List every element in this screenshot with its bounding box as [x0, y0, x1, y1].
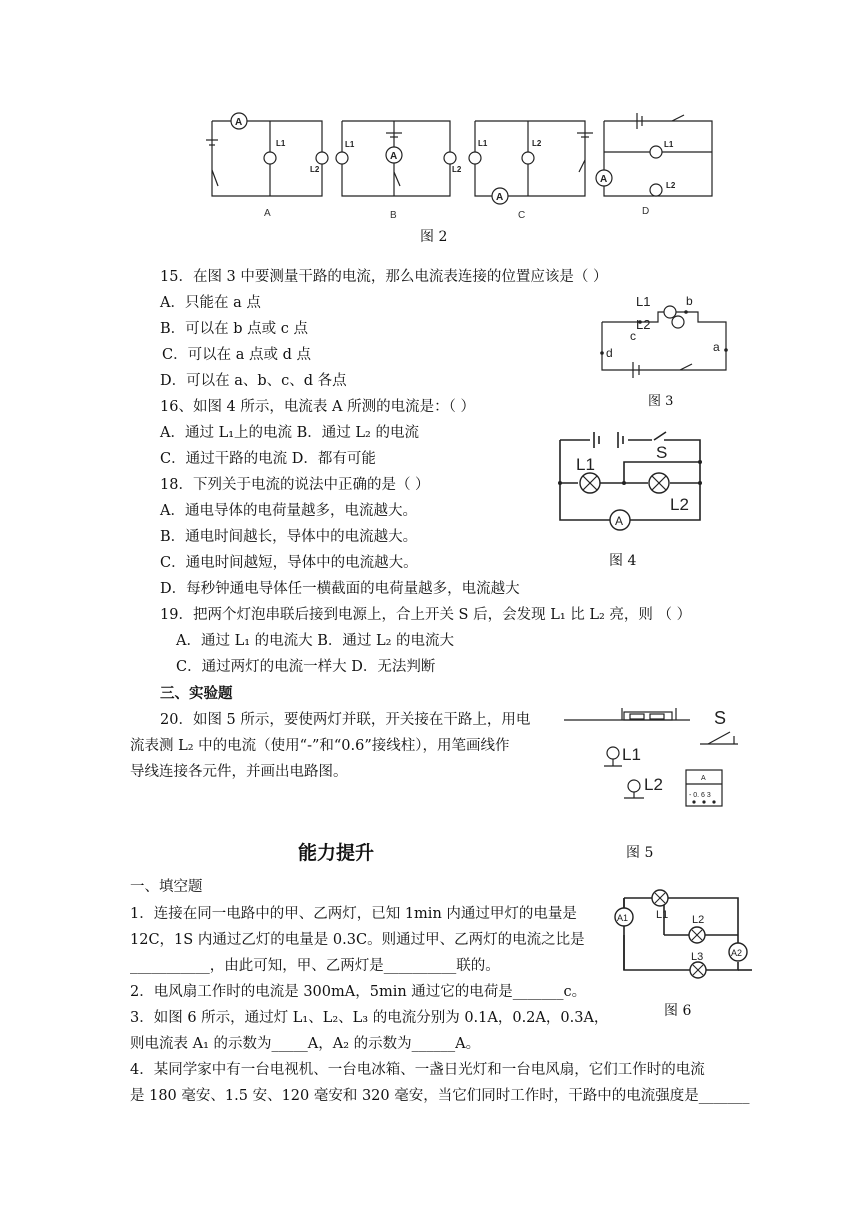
q16-options-cd: C．通过干路的电流 D．都有可能	[160, 451, 376, 467]
q20-line-1: 20．如图 5 所示，要使两灯并联，开关接在干路上，用电	[160, 712, 531, 728]
fig2-b-l2: L2	[452, 165, 462, 174]
fig2-b-l1: L1	[345, 140, 355, 149]
fig2-d-ammeter-label: A	[600, 174, 608, 185]
fig5-ammeter-label: A	[701, 775, 706, 782]
fig2-label-d: D	[642, 206, 650, 217]
p4-line-1: 4．某同学家中有一台电视机、一台电冰箱、一盏日光灯和一台电风扇，它们工作时的电流	[130, 1062, 705, 1078]
fig5-lamp-l2: L2	[644, 775, 663, 794]
fig2-label-c: C	[518, 210, 526, 221]
p1-line-3: ___________，由此可知，甲、乙两灯是__________联的。	[130, 958, 500, 974]
q15-option-d: D．可以在 a、b、c、d 各点	[160, 373, 347, 389]
fig4-l1: L1	[576, 455, 595, 474]
q16-options-ab: A．通过 L₁上的电流 B．通过 L₂ 的电流	[160, 425, 419, 441]
fig6-ammeter-a2: A2	[731, 948, 743, 958]
fig6-l1: L1	[656, 909, 669, 921]
fig2-b-ammeter-label: A	[390, 151, 398, 162]
ability-section-title: 能力提升	[298, 842, 375, 864]
q18-option-c: C．通电时间越短，导体中的电流越大。	[160, 555, 418, 571]
p3-line-2: 则电流表 A₁ 的示数为_____A，A₂ 的示数为______A。	[130, 1036, 481, 1052]
p3-line-1: 3．如图 6 所示，通过灯 L₁、L₂、L₃ 的电流分别为 0.1A，0.2A，0.3A，	[130, 1010, 609, 1026]
fig5-lamp-l1: L1	[622, 745, 641, 764]
fig6-l2: L2	[692, 914, 705, 926]
q16-stem: 16、如图 4 所示，电流表 A 所测的电流是：（ ）	[160, 399, 475, 415]
fig6-l3: L3	[691, 951, 704, 963]
fig6-ammeter-a1: A1	[617, 913, 629, 923]
fig3-point-c: c	[630, 329, 636, 343]
fig3-l1: L1	[636, 294, 651, 309]
fig4-ammeter-label: A	[615, 514, 624, 528]
fill-in-heading: 一、填空题	[130, 879, 203, 895]
fig2-label-a: A	[264, 208, 271, 219]
q20-line-2: 流表测 L₂ 中的电流（使用“-”和“0.6”接线柱），用笔画线作	[130, 738, 510, 754]
p1-line-2: 12C，1S 内通过乙灯的电量是 0.3C。则通过甲、乙两灯的电流之比是	[130, 932, 585, 948]
fig3-point-b: b	[686, 294, 693, 308]
fig3-l2: L2	[636, 317, 651, 332]
fig3-point-a: a	[713, 340, 720, 354]
q19-options-cd: C．通过两灯的电流一样大 D．无法判断	[176, 659, 436, 675]
p1-line-1: 1．连接在同一电路中的甲、乙两灯，已知 1min 内通过甲灯的电量是	[130, 906, 577, 922]
fig2-c-l2: L2	[532, 139, 542, 148]
p4-line-2: 是 180 毫安、1.5 安、120 毫安和 320 毫安，当它们同时工作时，干路中的电流强度是_______	[130, 1088, 750, 1104]
fig5-ammeter-scale: - 0. 6 3	[689, 792, 711, 799]
q18-option-a: A．通电导体的电荷量越多，电流越大。	[160, 503, 417, 519]
figure-3-caption: 图 3	[648, 394, 674, 409]
q15-option-c: C．可以在 a 点或 d 点	[162, 347, 311, 363]
q15-option-a: A．只能在 a 点	[160, 295, 261, 311]
fig2-d-l2: L2	[666, 181, 676, 190]
fig2-d-l1: L1	[664, 140, 674, 149]
p2-text: 2．电风扇工作时的电流是 300mA，5min 通过它的电荷是_______c。	[130, 984, 587, 1000]
fig3-point-d: d	[606, 346, 613, 360]
fig2-a-ammeter-label: A	[235, 117, 243, 128]
q18-option-d: D．每秒钟通电导体任一横截面的电荷量越多，电流越大	[160, 581, 520, 597]
figure-2-caption: 图 2	[420, 229, 448, 245]
q15-option-b: B．可以在 b 点或 c 点	[160, 321, 308, 337]
q20-line-3: 导线连接各元件，并画出电路图。	[130, 764, 348, 780]
figure-6-caption: 图 6	[664, 1003, 692, 1019]
figure-4-caption: 图 4	[609, 553, 637, 569]
fig2-a-l1: L1	[276, 139, 286, 148]
q19-options-ab: A．通过 L₁ 的电流大 B．通过 L₂ 的电流大	[176, 633, 455, 649]
q18-option-b: B．通电时间越长，导体中的电流越大。	[160, 529, 418, 545]
fig5-switch-s: S	[714, 708, 727, 728]
fig2-a-l2: L2	[310, 165, 320, 174]
figure-5-caption: 图 5	[626, 845, 654, 861]
q19-stem: 19．把两个灯泡串联后接到电源上，合上开关 S 后，会发现 L₁ 比 L₂ 亮，则 （ ）	[160, 607, 692, 623]
fig4-l2: L2	[670, 495, 689, 514]
section-3-heading: 三、实验题	[160, 686, 233, 702]
fig4-switch-s: S	[656, 443, 668, 462]
q15-stem: 15．在图 3 中要测量干路的电流，那么电流表连接的位置应该是（ ）	[160, 269, 608, 285]
fig2-c-l1: L1	[478, 139, 488, 148]
q18-stem: 18．下列关于电流的说法中正确的是（ ）	[160, 477, 430, 493]
fig2-label-b: B	[390, 210, 397, 221]
fig2-c-ammeter-label: A	[496, 192, 504, 203]
